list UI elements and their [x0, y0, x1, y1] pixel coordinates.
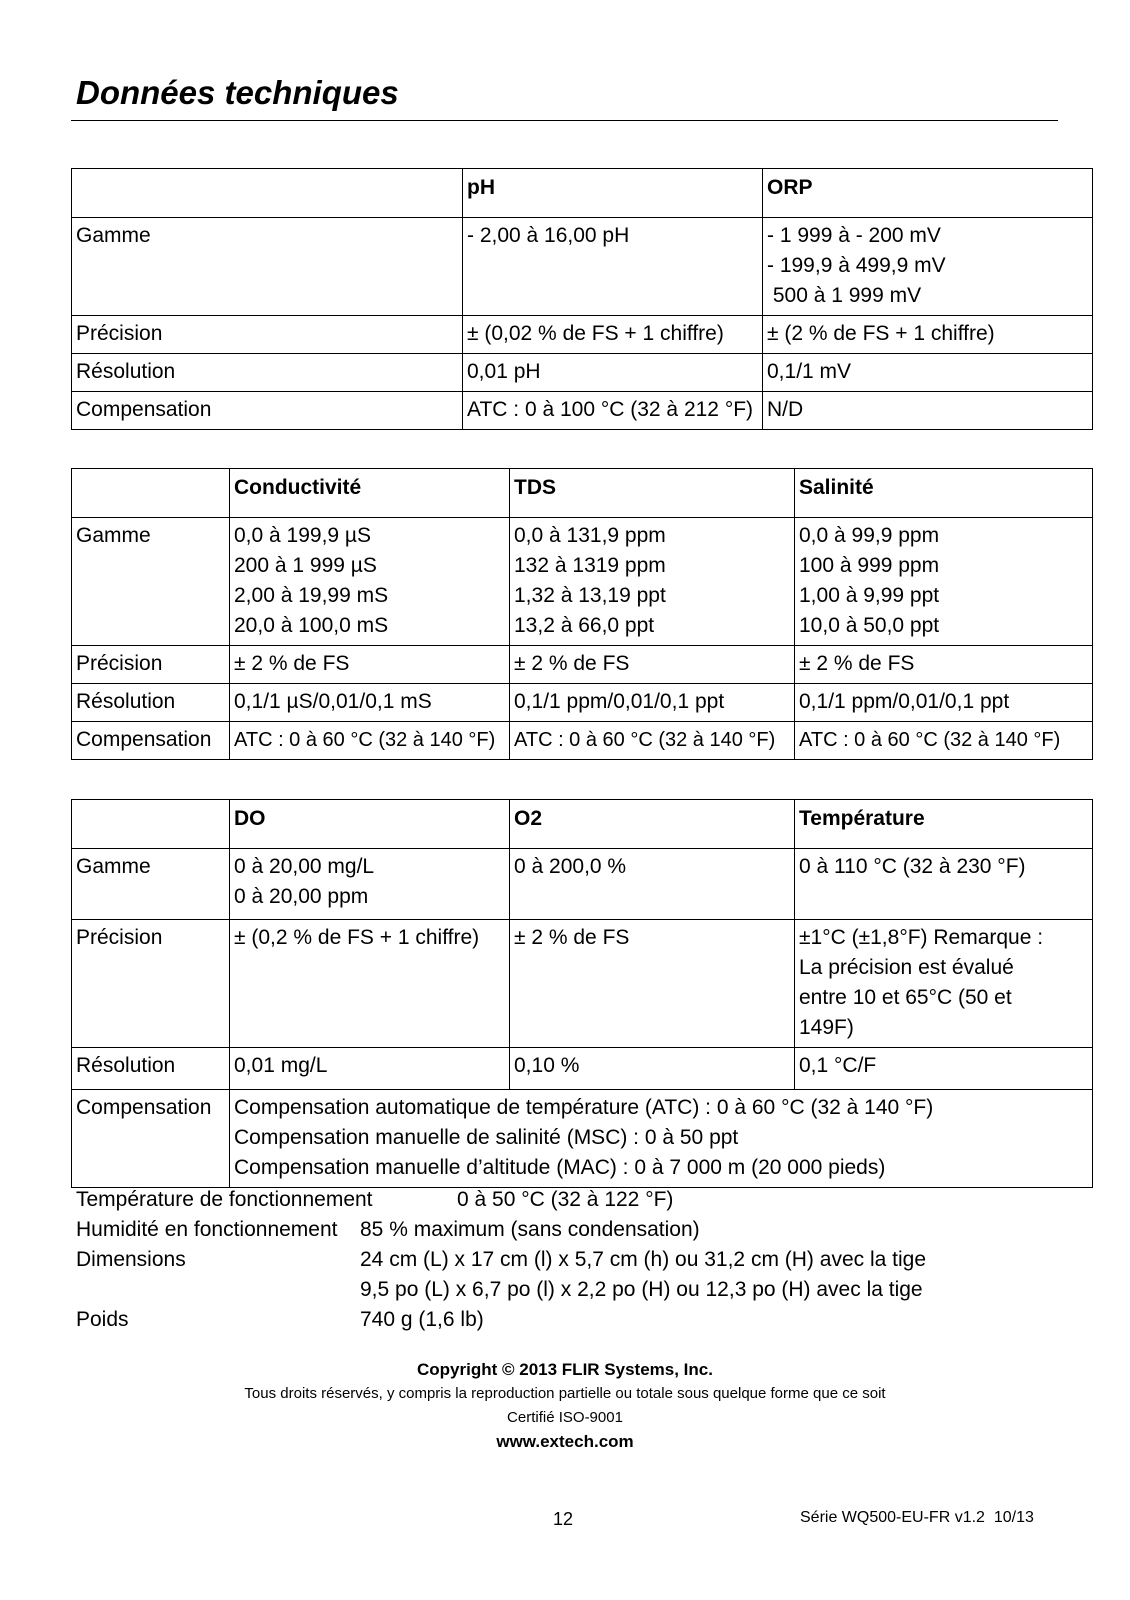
cell-line: 0,0 à 199,9 µS	[234, 524, 372, 547]
table-cell	[795, 920, 1093, 1048]
table-cell: ATC : 0 à 60 °C (32 à 140 °F)	[230, 722, 510, 760]
cell-line: 0 à 20,00 ppm	[234, 885, 369, 908]
header-cell	[72, 800, 230, 849]
spec-value: 740 g (1,6 lb)	[360, 1308, 484, 1331]
header-cell	[72, 469, 230, 518]
table-cell	[510, 518, 795, 646]
table-cell: 0,01 mg/L	[230, 1048, 510, 1090]
cell-line: 200 à 1 999 µS	[234, 554, 377, 577]
spec-label: Humidité en fonctionnement	[76, 1218, 338, 1241]
cell-line: Compensation automatique de température (ATC) : 0 à 60 °C (32 à 140 °F)	[234, 1096, 934, 1119]
table-row	[72, 518, 1093, 646]
row-label: Compensation	[72, 392, 463, 430]
page-number: 12	[553, 1509, 574, 1529]
spec-value: 0 à 50 °C (32 à 122 °F)	[457, 1188, 674, 1211]
ph-orp-table	[71, 168, 1093, 430]
header-cell: pH	[463, 169, 763, 218]
table-cell: N/D	[763, 392, 1093, 430]
table-cell: 0,1/1 ppm/0,01/0,1 ppt	[510, 684, 795, 722]
table-header-row	[72, 800, 1093, 849]
spec-value: 9,5 po (L) x 6,7 po (l) x 2,2 po (H) ou 12,3 po (H) avec la tige	[360, 1278, 923, 1301]
table-header-row	[72, 469, 1093, 518]
cell-line: - 199,9 à 499,9 mV	[767, 254, 946, 277]
row-label: Résolution	[72, 1048, 230, 1090]
row-label: Gamme	[72, 518, 230, 646]
table-cell	[463, 218, 763, 316]
table-cell: 0,1/1 ppm/0,01/0,1 ppt	[795, 684, 1093, 722]
table-cell: ATC : 0 à 60 °C (32 à 140 °F)	[795, 722, 1093, 760]
table-cell: ± 2 % de FS	[230, 646, 510, 684]
row-label: Gamme	[72, 218, 463, 316]
table-cell	[230, 849, 510, 920]
spec-value: 85 % maximum (sans condensation)	[360, 1218, 700, 1241]
table-cell: ATC : 0 à 60 °C (32 à 140 °F)	[510, 722, 795, 760]
document-series: Série WQ500-EU-FR v1.2 10/13	[800, 1509, 1034, 1526]
table-cell	[763, 218, 1093, 316]
table-cell: ± (0,2 % de FS + 1 chiffre)	[230, 920, 510, 1048]
spec-label: Température de fonctionnement	[76, 1188, 373, 1211]
table-row	[72, 849, 1093, 920]
cell-line: - 1 999 à - 200 mV	[767, 224, 941, 247]
table-row	[72, 646, 1093, 684]
header-cell: O2	[510, 800, 795, 849]
cell-line: 100 à 999 ppm	[799, 554, 940, 577]
table-cell: ATC : 0 à 100 °C (32 à 212 °F)	[463, 392, 763, 430]
header-cell: Température	[795, 800, 1093, 849]
table-cell	[230, 518, 510, 646]
cell-line: 2,00 à 19,99 mS	[234, 584, 389, 607]
row-label: Précision	[72, 316, 463, 354]
row-label: Résolution	[72, 684, 230, 722]
table-row	[72, 920, 1093, 1048]
table-row	[72, 684, 1093, 722]
title-divider	[71, 120, 1058, 121]
header-cell	[72, 169, 463, 218]
cell-line: 1,32 à 13,19 ppt	[514, 584, 666, 607]
table-cell: ± 2 % de FS	[795, 646, 1093, 684]
conductivity-table	[71, 468, 1093, 760]
table-row	[72, 1048, 1093, 1090]
table-row	[72, 722, 1093, 760]
table-row	[72, 354, 1093, 392]
cell-line: 132 à 1319 ppm	[514, 554, 666, 577]
cell-line: entre 10 et 65°C (50 et	[799, 986, 1012, 1009]
table-cell: 0,1/1 mV	[763, 354, 1093, 392]
table-cell: 0,1 °C/F	[795, 1048, 1093, 1090]
cell-line: 0,0 à 99,9 ppm	[799, 524, 940, 547]
certification-notice: Certifié ISO-9001	[507, 1409, 623, 1426]
table-cell: ± (2 % de FS + 1 chiffre)	[763, 316, 1093, 354]
table-cell: 0 à 200,0 %	[510, 849, 795, 920]
table-cell: ± 2 % de FS	[510, 646, 795, 684]
table-cell: 0,01 pH	[463, 354, 763, 392]
row-label: Gamme	[72, 849, 230, 920]
spec-label: Poids	[76, 1308, 129, 1331]
cell-line: 0 à 20,00 mg/L	[234, 855, 375, 878]
table-cell: ± (0,02 % de FS + 1 chiffre)	[463, 316, 763, 354]
cell-line: Compensation manuelle d’altitude (MAC) : 0 à 7 000 m (20 000 pieds)	[234, 1156, 886, 1179]
header-cell: ORP	[763, 169, 1093, 218]
table-row	[72, 316, 1093, 354]
cell-line: 10,0 à 50,0 ppt	[799, 614, 940, 637]
cell-line: La précision est évalué	[799, 956, 1014, 979]
cell-line: 20,0 à 100,0 mS	[234, 614, 389, 637]
table-cell: 0,10 %	[510, 1048, 795, 1090]
header-cell: DO	[230, 800, 510, 849]
cell-line: ±1°C (±1,8°F) Remarque :	[799, 926, 1044, 949]
row-label: Compensation	[72, 722, 230, 760]
cell-line: - 2,00 à 16,00 pH	[467, 224, 630, 247]
page-title: Données techniques	[76, 74, 399, 111]
table-cell: 0 à 110 °C (32 à 230 °F)	[795, 849, 1093, 920]
table-row	[72, 218, 1093, 316]
table-row	[72, 392, 1093, 430]
cell-line: 13,2 à 66,0 ppt	[514, 614, 655, 637]
cell-line: 1,00 à 9,99 ppt	[799, 584, 940, 607]
spec-label: Dimensions	[76, 1248, 186, 1271]
table-cell	[230, 1090, 1093, 1188]
cell-line: 0,0 à 131,9 ppm	[514, 524, 666, 547]
spec-value: 24 cm (L) x 17 cm (l) x 5,7 cm (h) ou 31,2 cm (H) avec la tige	[360, 1248, 926, 1271]
row-label: Précision	[72, 646, 230, 684]
table-cell	[795, 518, 1093, 646]
copyright-notice: Copyright © 2013 FLIR Systems, Inc.	[417, 1360, 713, 1379]
cell-line: 500 à 1 999 mV	[767, 284, 922, 307]
row-label: Résolution	[72, 354, 463, 392]
table-header-row	[72, 169, 1093, 218]
rights-notice: Tous droits réservés, y compris la reproduction partielle ou totale sous quelque forme que ce soit	[244, 1385, 886, 1402]
website-link[interactable]: www.extech.com	[496, 1432, 634, 1451]
cell-line: 149F)	[799, 1016, 854, 1039]
header-cell: Salinité	[795, 469, 1093, 518]
table-row	[72, 1090, 1093, 1188]
table-cell: 0,1/1 µS/0,01/0,1 mS	[230, 684, 510, 722]
table-cell: ± 2 % de FS	[510, 920, 795, 1048]
row-label: Précision	[72, 920, 230, 1048]
header-cell: Conductivité	[230, 469, 510, 518]
oxygen-temperature-table	[71, 799, 1093, 1188]
row-label: Compensation	[72, 1090, 230, 1188]
page-footer	[0, 1358, 1130, 1454]
header-cell: TDS	[510, 469, 795, 518]
cell-line: Compensation manuelle de salinité (MSC) : 0 à 50 ppt	[234, 1126, 739, 1149]
